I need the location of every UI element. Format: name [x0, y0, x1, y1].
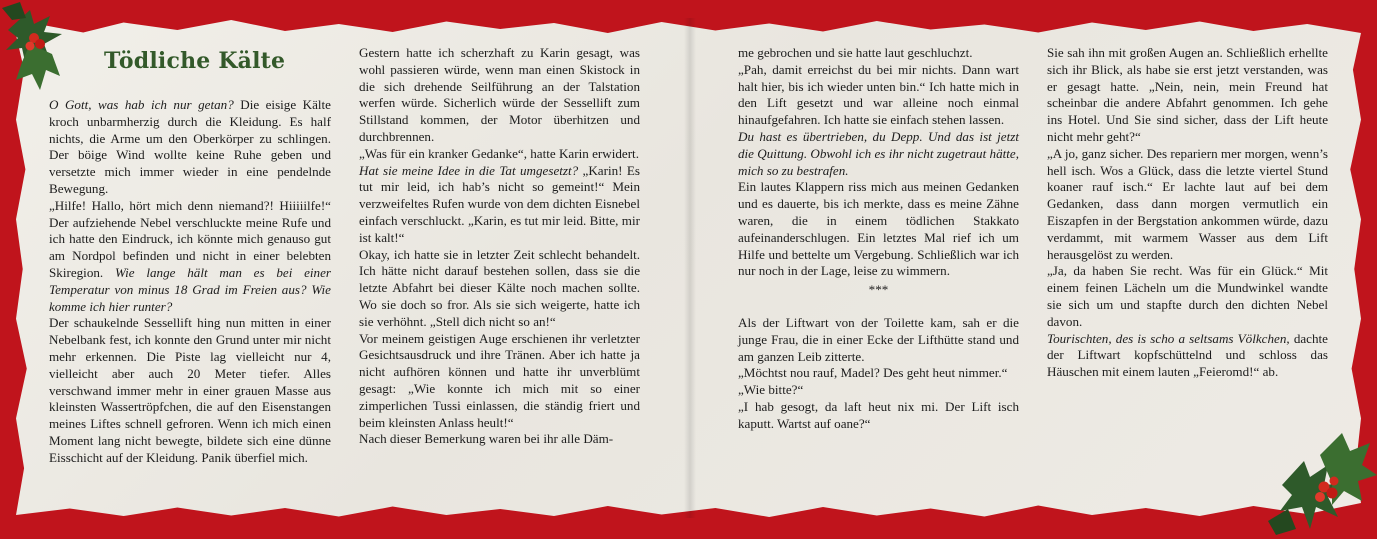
paragraph: Ein lautes Klappern riss mich aus meinen Gedanken und es dauerte, bis ich merkte, dass es meine Zähne waren, die in einem tödlichen Stakkato aufeinanderschlugen. Ein letztes Mal rief ich um Hilfe und bettelte um Vergebung. Schließlich war ich nur noch in der Lage, leise zu wimmern. [738, 179, 1019, 279]
scene-separator: *** [868, 282, 889, 298]
page-fold [684, 18, 696, 518]
paragraph-text: „Karin! Es tut mir leid, ich hab’s nicht so gemeint!“ Mein verzweifeltes Rufen wurde von dem dichten Eisnebel einfach verschluckt. „Karin, es tut mir leid. Bitte, mir ist kalt!“ [359, 162, 640, 245]
paragraph: Gestern hatte ich scherzhaft zu Karin gesagt, was wohl passieren würde, wenn man einen Skistock in die sich drehende Seilführung an der Talstation werfen würde. Sicherlich würde der Sessellift zum Stillstand kommen, der Motor überhitzen und durchbrennen. [359, 45, 640, 144]
paragraph: me gebrochen und sie hatte laut geschluchzt. [738, 45, 973, 60]
paragraph: „I hab gesogt, da laft heut nix mi. Der Lift isch kaputt. Wartst auf oane?“ [738, 398, 1019, 431]
paragraph: „Ja, da haben Sie recht. Was für ein Glück.“ Mit einem feinen Lächeln um die Mundwinkel wandte sie sich um und stapfte durch den dichten Nebel davon. [1047, 263, 1328, 329]
text-column-1 [49, 97, 331, 467]
paragraph: „Was für ein kranker Gedanke“, hatte Karin erwidert. [359, 145, 639, 161]
paragraph: „A jo, ganz sicher. Des repariern mer morgen, wenn’s hell isch. Wos a Glück, dass die letzte viertel Stund koaner rauf isch.“ Er lachte laut auf bei dem Gedanken, dass dann morgen vermutlich ein Eiszapfen in der Bergstation ankommen würde, dazu verdammt, mit warmem Wasser aus dem Lift herausgelöst zu werden. [1047, 145, 1328, 262]
paragraph: Nach dieser Bemerkung waren bei ihr alle Däm- [359, 431, 614, 447]
paragraph: Okay, ich hatte sie in letzter Zeit schlecht behandelt. Ich hätte nicht darauf bestehen sollen, dass sie die letzte Abfahrt bei dieser Kälte noch machen sollte. Wo sie doch so fror. Als sie sich weigerte, hatte ich sie verhöhnt. „Stell dich nicht so an!“ [359, 246, 640, 329]
holly-icon [1262, 425, 1377, 539]
paragraph: „Möchtst nou rauf, Madel? Des geht heut nimmer.“ [738, 365, 1008, 381]
story-title: Tödliche Kälte [104, 48, 286, 74]
paragraph [359, 163, 640, 247]
paragraph-text: Die eisige Kälte kroch unbarmherzig durch die Kleidung. Es half nichts, die Arme um den Oberkörper zu schlingen. Der böige Wind wollte keine Ruhe geben und versetzte mich immer wieder in eine pendelnde Bewegung. [49, 97, 331, 196]
paragraph-text: dachte der Liftwart kopfschüttelnd und schloss das Häuschen mit einem lauten „Feieromd!“ ab. [1047, 330, 1328, 380]
paragraph: Der schaukelnde Sessellift hing nun mitten in einer Nebelbank fest, ich konnte den Grund unter mir nicht mehr erkennen. Die Piste lag vielleicht nur 4, vielleicht aber auch 20 Meter tiefer. Alles verschwand immer mehr in einer grauen Masse aus kleinsten Wassertröpfchen, die auf den Eisenstangen meines Liftes schnell gefroren. Wenn ich mich einen Moment lang nicht bewegte, bildete sich eine dünne Eisschicht auf der Kleidung. Panik überfiel mich. [49, 315, 331, 465]
paragraph: Sie sah ihn mit großen Augen an. Schließlich erhellte sich ihr Blick, als habe sie erst jetzt verstanden, was er gesagt hatte. „Nein, nein, mein Freund hat scheinbar die andere Abfahrt genommen. Ich gehe ins Hotel. Und Sie sind sicher, dass der Lift heute nicht mehr geht?“ [1047, 45, 1328, 144]
text-column-3 [738, 45, 1019, 433]
inner-thought: Tourischten, des is scho a seltsams Völkchen, [1047, 330, 1290, 346]
paragraph-text: „Hilfe! Hallo, hört mich denn niemand?! Hiiiiilfe!“ Der aufziehende Nebel verschluckte meine Rufe und ich hatte den Eindruck, ich könnte mich genauso gut am Nordpol befinden und nicht in einer belebten Skiregion. [49, 197, 331, 280]
inner-thought: Hat sie meine Idee in die Tat umgesetzt? [359, 162, 579, 178]
paragraph [1047, 331, 1328, 381]
holly-icon [0, 0, 78, 100]
paragraph [49, 198, 331, 316]
text-column-2 [359, 45, 640, 448]
inner-thought: Wie lange hält man es bei einer Temperatur von minus 18 Grad im Freien aus? Wie komme ich hier runter? [49, 264, 332, 314]
paragraph: Als der Liftwart von der Toilette kam, sah er die junge Frau, die in einer Ecke der Lifthütte stand und am ganzen Leib zitterte. [738, 314, 1019, 364]
inner-thought: Du hast es übertrieben, du Depp. Und das ist jetzt die Quittung. Obwohl ich es ihr nicht zugetraut hätte, mich so zu bestrafen. [738, 128, 1019, 178]
paragraph [49, 97, 331, 198]
paragraph: Vor meinem geistigen Auge erschienen ihr verletzter Gesichtsausdruck und ihre Tränen. Aber ich hatte ja nicht aufhören können und hatte ihr unverblümt gesagt: „Wie konnte ich mich mit so einer zimperlichen Tussi einlassen, die ständig friert und beim kleinsten Anlass heult!“ [359, 330, 640, 430]
text-column-4 [1047, 45, 1328, 381]
paragraph: „Wie bitte?“ [738, 382, 804, 398]
paragraph: „Pah, damit erreichst du bei mir nichts. Dann wart halt hier, bis ich wieder unten bin.“ Ich hatte mich in den Lift gesetzt und war alleine noch einmal hinaufgefahren. Ich hatte sie einfach stehen lassen. [738, 61, 1019, 128]
inner-thought: O Gott, was hab ich nur getan? [49, 97, 234, 112]
